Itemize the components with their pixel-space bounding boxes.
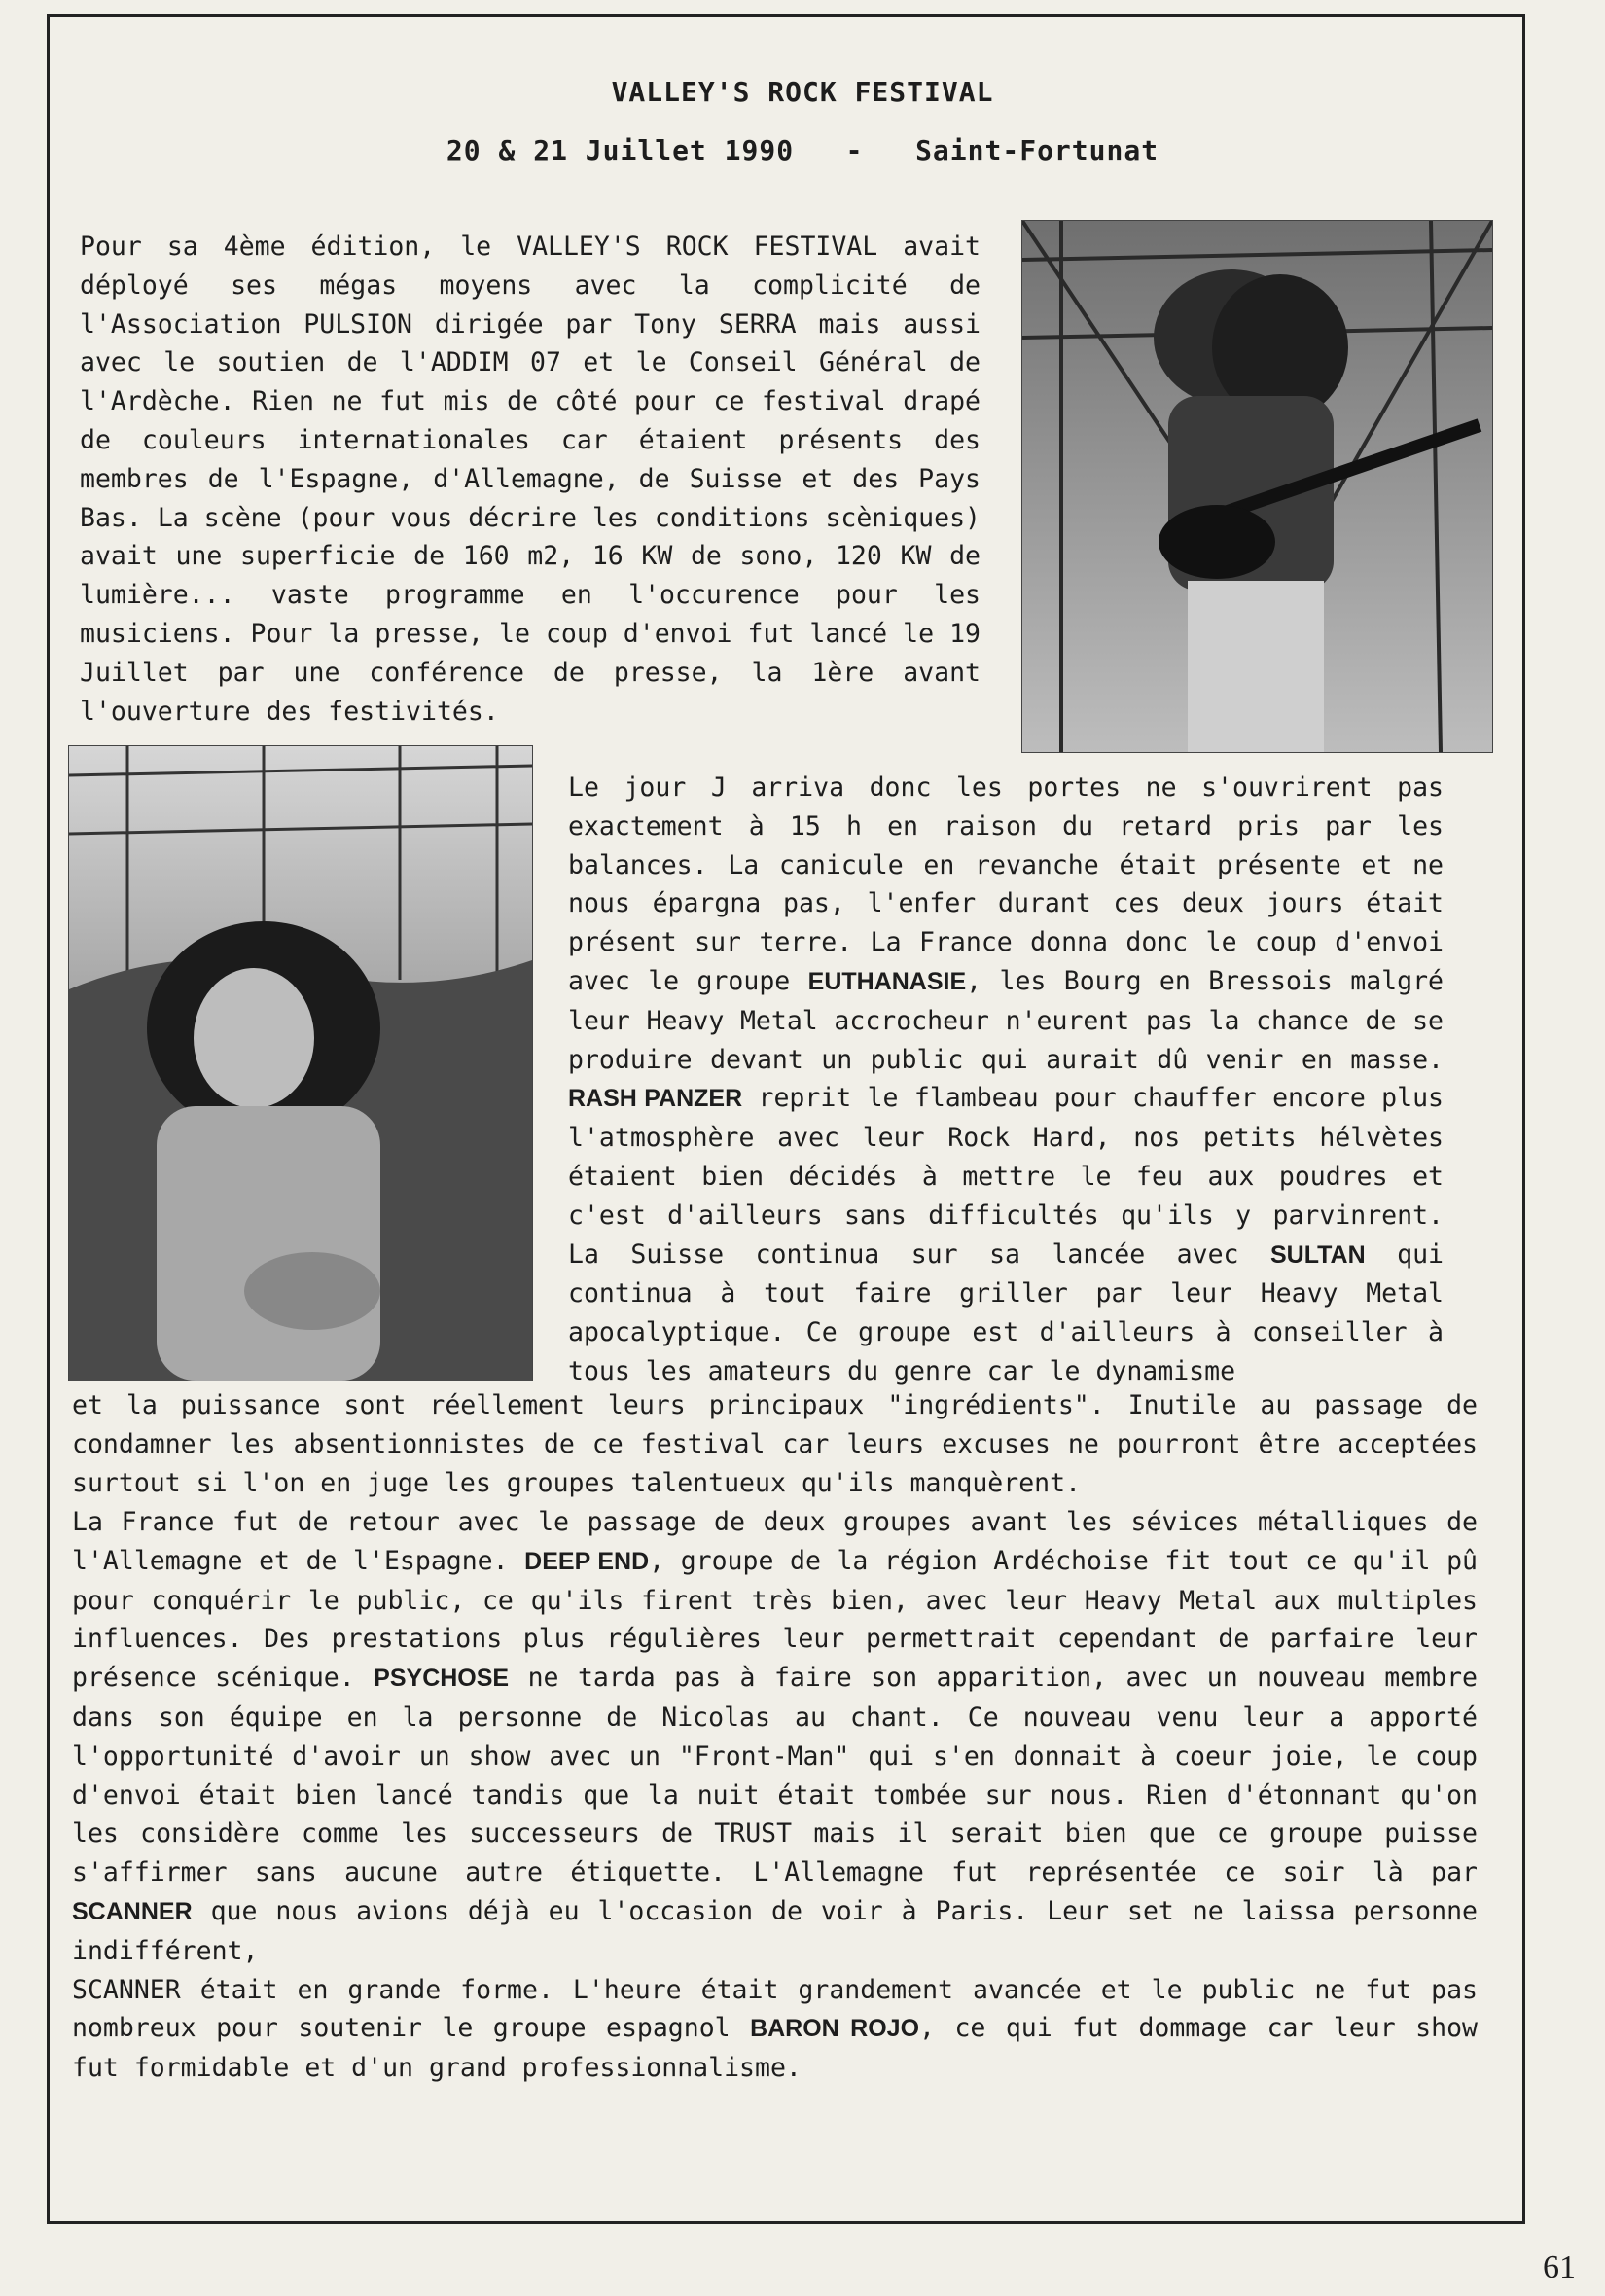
- paragraph-day-two-part-e: SCANNER était en grande forme. L'heure était grandement avancée et le public ne fut pas nombreux pour soutenir le groupe espagnol: [72, 1974, 1478, 2044]
- intro-text: Pour sa 4ème édition, le VALLEY'S ROCK FESTIVAL avait déployé ses mégas moyens avec la complicité de l'Association PULSION dirigée par Tony SERRA mais aussi avec le soutien de l'ADDIM 07 et le Conseil Général de l'Ardèche. Rien ne fut mis de côté pour ce festival drapé de couleurs internationales car étaient présents des membres de l'Espagne, d'Allemagne, de Suisse et des Pays Bas. La scène (pour vous décrire les conditions scèniques) avait une superficie de 160 m2, 16 KW de sono, 120 KW de lumière... vaste programme en l'occurence pour les musiciens. Pour la presse, le coup d'envoi fut lancé le 19 Juillet par une conférence de presse, la 1ère avant l'ouverture des festivités.: [80, 232, 981, 727]
- band-rash-panzer: RASH PANZER: [568, 1085, 743, 1113]
- paragraph-day-two-part-b: , groupe de la région Ardéchoise fit tout ce qu'il pû pour conquérir le public, ce qu'ils firent très bien, avec leur Heavy Metal aux multiples influences. Des prestations plus régulières leur permettrait cependant de parfaire leur présence scénique.: [72, 1545, 1478, 1694]
- paragraph-day-one-part-a: Le jour J arriva donc les portes ne s'ouvrirent pas exactement à 15 h en raison du retard pris par les balances. La canicule en revanche était présente et ne nous épargna pas, l'enfer durant ces deux jours était présent sur terre. La France donna donc le coup d'envoi avec le groupe: [568, 772, 1444, 996]
- paragraph-day-two: [72, 1503, 1478, 2088]
- paragraph-day-one-part-d: qui continua à tout faire griller par leur Heavy Metal apocalyptique. Ce groupe est d'ailleurs à conseiller à tous les amateurs du genre car le dynamisme: [568, 1238, 1444, 1386]
- article-title: VALLEY'S ROCK FESTIVAL: [611, 76, 994, 108]
- paragraph-continuation: [72, 1386, 1478, 1502]
- band-psychose: PSYCHOSE: [374, 1665, 510, 1693]
- band-scanner: SCANNER: [72, 1897, 193, 1925]
- paragraph-continuation-text: et la puissance sont réellement leurs principaux "ingrédients". Inutile au passage de condamner les absentionnistes de ce festival car leurs excuses ne pourront être acceptées surtout si l'on en juge les groupes talentueux qu'ils manquèrent.: [72, 1390, 1478, 1498]
- paragraph-day-two-part-c: ne tarda pas à faire son apparition, avec un nouveau membre dans son équipe en la personne de Nicolas au chant. Ce nouveau venu leur a apporté l'opportunité d'avoir un show avec un "Front-Man" qui s'en donnait à coeur joie, le coup d'envoi était bien lancé tandis que la nuit était tombée sur nous. Rien d'étonnant qu'on les considère comme les successeurs de TRUST mais il serait bien que ce groupe puisse s'affirmer sans aucune autre étiquette. L'Allemagne fut représentée ce soir là par: [72, 1663, 1479, 1888]
- paragraph-day-one: [568, 769, 1444, 1391]
- intro-paragraph: [80, 228, 981, 731]
- page-number: 61: [1543, 2249, 1576, 2285]
- band-baron-rojo: BARON ROJO: [750, 2015, 920, 2043]
- band-sultan: SULTAN: [1269, 1240, 1366, 1269]
- paragraph-day-two-part-d: que nous avions déjà eu l'occasion de voir à Paris. Leur set ne laissa personne indifférent,: [72, 1895, 1478, 1966]
- paragraph-day-one-part-b: , les Bourg en Bressois malgré leur Heavy Metal accrocheur n'eurent pas la chance de se produire devant un public qui aurait dû venir en masse.: [568, 965, 1444, 1075]
- photo-bassist-guitarist: [1021, 220, 1493, 753]
- paragraph-day-two-part-f: , ce qui fut dommage car leur show fut formidable et d'un grand professionnalisme.: [72, 2013, 1478, 2084]
- paragraph-day-two-part-a: La France fut de retour avec le passage de deux groupes avant les sévices métalliques de l'Allemagne et de l'Espagne.: [72, 1507, 1478, 1576]
- paragraph-day-one-part-c: reprit le flambeau pour chauffer encore plus l'atmosphère avec leur Rock Hard, nos petits hélvètes étaient bien décidés à mettre le feu aux poudres et c'est d'ailleurs sans difficultés qu'ils y parvinrent. La Suisse continua sur sa lancée avec: [568, 1083, 1444, 1270]
- band-deep-end: DEEP END: [524, 1547, 650, 1575]
- article-subtitle: 20 & 21 Juillet 1990 - Saint-Fortunat: [446, 134, 1159, 166]
- band-euthanasie: EUTHANASIE: [807, 967, 967, 995]
- photo-smiling-musician: [68, 745, 533, 1381]
